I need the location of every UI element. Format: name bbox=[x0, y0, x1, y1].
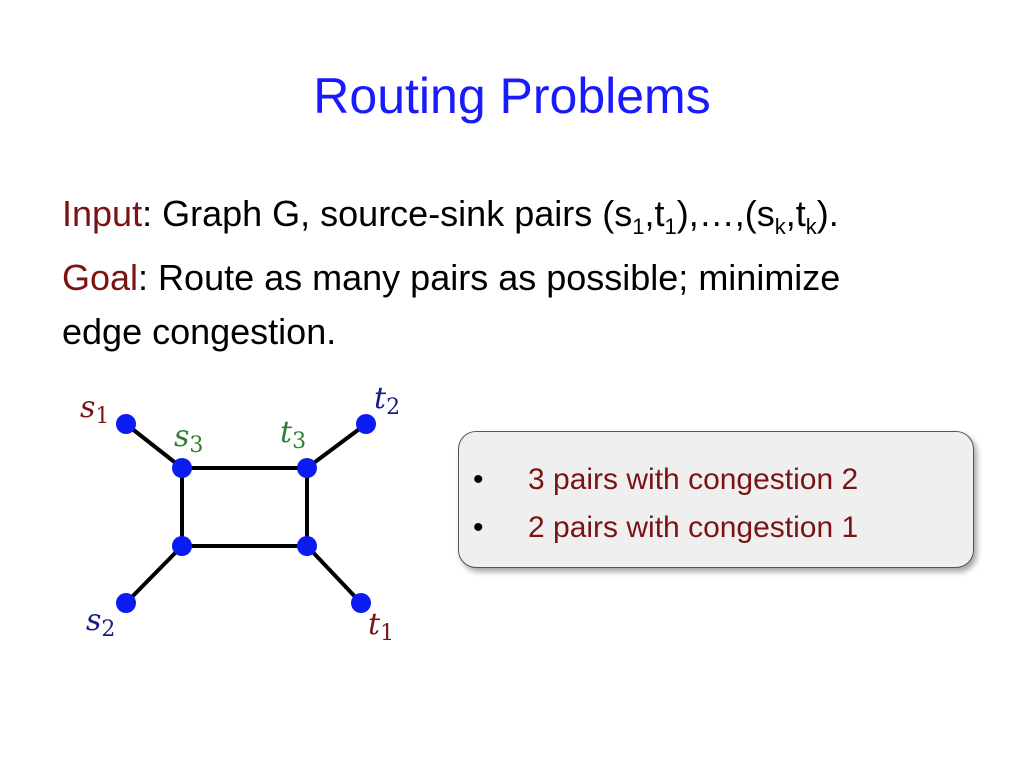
node-s2 bbox=[116, 593, 136, 613]
node-t3 bbox=[297, 458, 317, 478]
callout-item bbox=[473, 504, 858, 552]
slide-title: Routing Problems bbox=[313, 68, 711, 124]
callout-list bbox=[473, 456, 858, 552]
input-end: ). bbox=[816, 193, 839, 234]
label-t1: $t_1$ bbox=[368, 607, 395, 646]
node-t2 bbox=[356, 414, 376, 434]
graph-edges bbox=[126, 424, 366, 603]
input-text: : Graph G, source-sink pairs (s bbox=[142, 193, 633, 234]
label-s3: $s_3$ bbox=[174, 419, 204, 458]
label-s1: $s_1$ bbox=[80, 390, 110, 429]
edge-br-t1 bbox=[307, 546, 361, 603]
goal-label: Goal bbox=[62, 257, 139, 298]
bullet-icon: • bbox=[473, 463, 484, 496]
edge-bl-s2 bbox=[126, 546, 182, 603]
node-bottom-left bbox=[172, 536, 192, 556]
node-bottom-right bbox=[297, 536, 317, 556]
callout-item bbox=[473, 456, 858, 504]
goal-line-2: edge congestion. bbox=[62, 311, 337, 352]
bullet-icon: • bbox=[473, 511, 484, 544]
input-mid: ),…,(s bbox=[676, 193, 775, 234]
input-sub-1: 1 bbox=[632, 214, 645, 239]
congestion-callout bbox=[458, 431, 974, 568]
input-label: Input bbox=[62, 193, 143, 234]
label-t3: $t_3$ bbox=[280, 415, 307, 454]
input-tk: ,t bbox=[785, 193, 806, 234]
goal-text: : Route as many pairs as possible; minimize bbox=[138, 257, 841, 298]
node-s1 bbox=[116, 414, 136, 434]
input-sub-k1: k bbox=[774, 214, 786, 239]
node-s3 bbox=[172, 458, 192, 478]
callout-item-text: 3 pairs with congestion 2 bbox=[528, 463, 859, 496]
input-sub-2: 1 bbox=[664, 214, 677, 239]
label-s2: $s_2$ bbox=[86, 603, 116, 642]
callout-item-text: 2 pairs with congestion 1 bbox=[528, 511, 859, 544]
label-t2: $t_2$ bbox=[374, 381, 401, 420]
input-sub-k2: k bbox=[805, 214, 817, 239]
input-t: ,t bbox=[644, 193, 665, 234]
edge-t3-t2 bbox=[307, 424, 366, 468]
